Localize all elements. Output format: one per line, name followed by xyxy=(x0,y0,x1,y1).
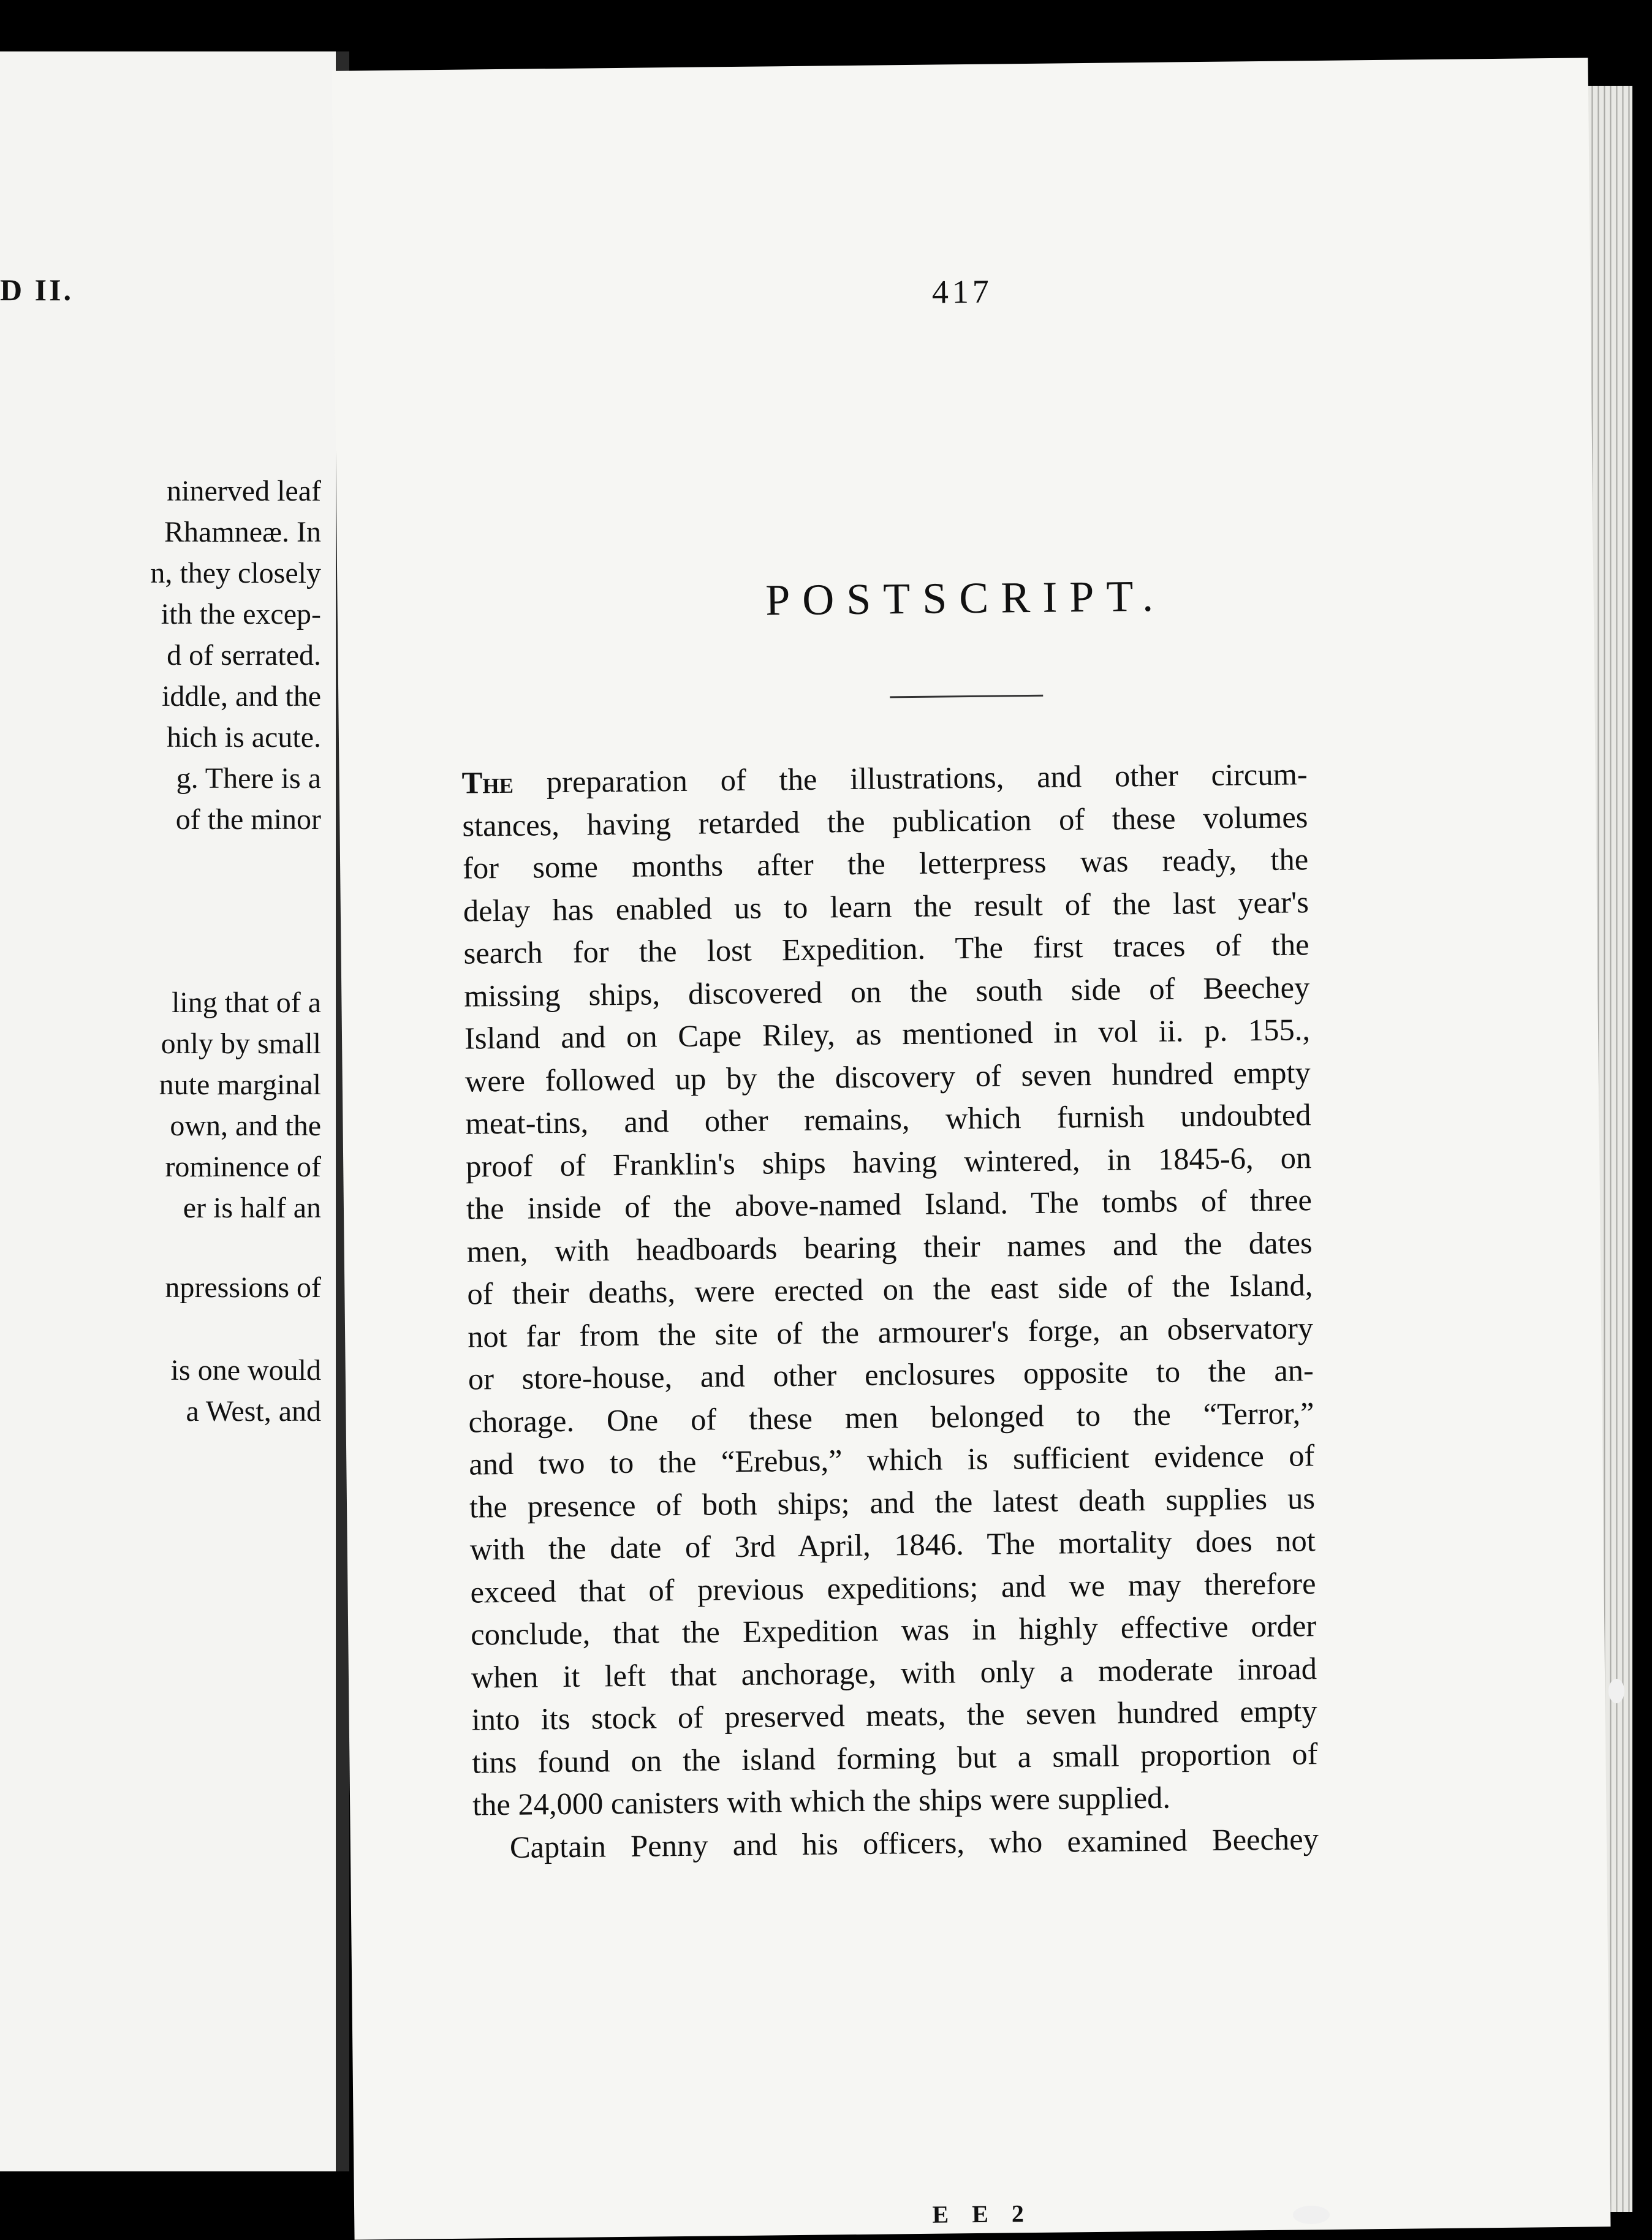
body-line: or store-house, and other enclosures opposite to the an- xyxy=(468,1353,1314,1396)
left-line: own, and the xyxy=(170,1110,321,1142)
left-line: nute marginal xyxy=(159,1069,321,1101)
left-line: iddle, and the xyxy=(162,680,321,713)
body-line: were followed up by the discovery of seven hundred empty xyxy=(464,1054,1311,1099)
body-line: when it left that anchorage, with only a moderate inroad xyxy=(471,1651,1317,1695)
body-line: Island and on Cape Riley, as mentioned in vol ii. p. 155., xyxy=(464,1012,1311,1056)
body-line: exceed that of previous expeditions; and we may therefore xyxy=(470,1565,1316,1610)
body-line-text: preparation of the illustrations, and other circum- xyxy=(513,757,1308,800)
left-line: rominence of xyxy=(165,1151,321,1183)
body-line: stances, having retarded the publication of these volumes xyxy=(462,799,1308,843)
body-text xyxy=(461,753,1319,1869)
body-line: the inside of the above-named Island. The tombs of three xyxy=(466,1182,1313,1226)
left-line: is one would xyxy=(170,1354,321,1387)
drop-word: The xyxy=(461,765,514,800)
body-line: delay has enabled us to learn the result of the last year's xyxy=(463,884,1309,928)
body-line: Captain Penny and his officers, who examined Beechey xyxy=(509,1821,1319,1864)
body-line: meat-tins, and other remains, which furnish undoubted xyxy=(465,1097,1311,1141)
left-running-head: D II. xyxy=(0,273,74,307)
body-line: the 24,000 canisters with which the ships were supplied. xyxy=(472,1780,1171,1822)
left-line: d of serrated. xyxy=(167,639,321,672)
left-line: n, they closely xyxy=(150,557,321,589)
title-rule xyxy=(890,695,1043,698)
left-line: er is half an xyxy=(183,1192,321,1224)
scan-speck xyxy=(1608,1679,1624,1703)
left-facing-page xyxy=(0,51,336,2171)
body-line: tins found on the island forming but a small proportion of xyxy=(472,1736,1318,1780)
body-line: into its stock of preserved meats, the seven hundred empty xyxy=(471,1693,1317,1737)
main-page xyxy=(332,58,1611,2239)
left-line: of the minor xyxy=(175,803,321,836)
body-line: search for the lost Expedition. The first traces of the xyxy=(463,927,1309,971)
body-line: with the date of 3rd April, 1846. The mortality does not xyxy=(469,1523,1316,1567)
left-line: g. There is a xyxy=(176,762,321,795)
body-line: of their deaths, were erected on the east side of the Island, xyxy=(467,1268,1313,1311)
body-line: men, with headboards bearing their names and the dates xyxy=(466,1225,1313,1269)
page-number: 417 xyxy=(931,273,993,311)
left-line: ith the excep- xyxy=(161,598,321,630)
signature-mark: E E 2 xyxy=(932,2200,1033,2228)
left-line: only by small xyxy=(161,1027,321,1060)
body-line: and two to the “Erebus,” which is sufficient evidence of xyxy=(469,1438,1315,1481)
body-line: the presence of both ships; and the latest death supplies us xyxy=(469,1480,1316,1524)
body-line: for some months after the letterpress was ready, the xyxy=(462,842,1309,885)
page-title: POSTSCRIPT. xyxy=(765,571,1166,625)
body-line: conclude, that the Expedition was in highly effective order xyxy=(470,1608,1317,1652)
left-line: npressions of xyxy=(165,1271,321,1304)
left-line: a West, and xyxy=(186,1395,321,1428)
scan-speck xyxy=(1293,2206,1330,2224)
left-line: ling that of a xyxy=(172,986,321,1019)
body-line: proof of Franklin's ships having wintered, in 1845-6, on xyxy=(465,1140,1312,1184)
body-line: chorage. One of these men belonged to the “Terror,” xyxy=(468,1395,1314,1439)
body-line: missing ships, discovered on the south side of Beechey xyxy=(464,969,1310,1013)
body-line: not far from the site of the armourer's forge, an observatory xyxy=(467,1310,1314,1354)
left-line: hich is acute. xyxy=(167,721,321,754)
left-line: ninerved leaf xyxy=(167,475,321,507)
left-line: Rhamneæ. In xyxy=(164,516,321,548)
